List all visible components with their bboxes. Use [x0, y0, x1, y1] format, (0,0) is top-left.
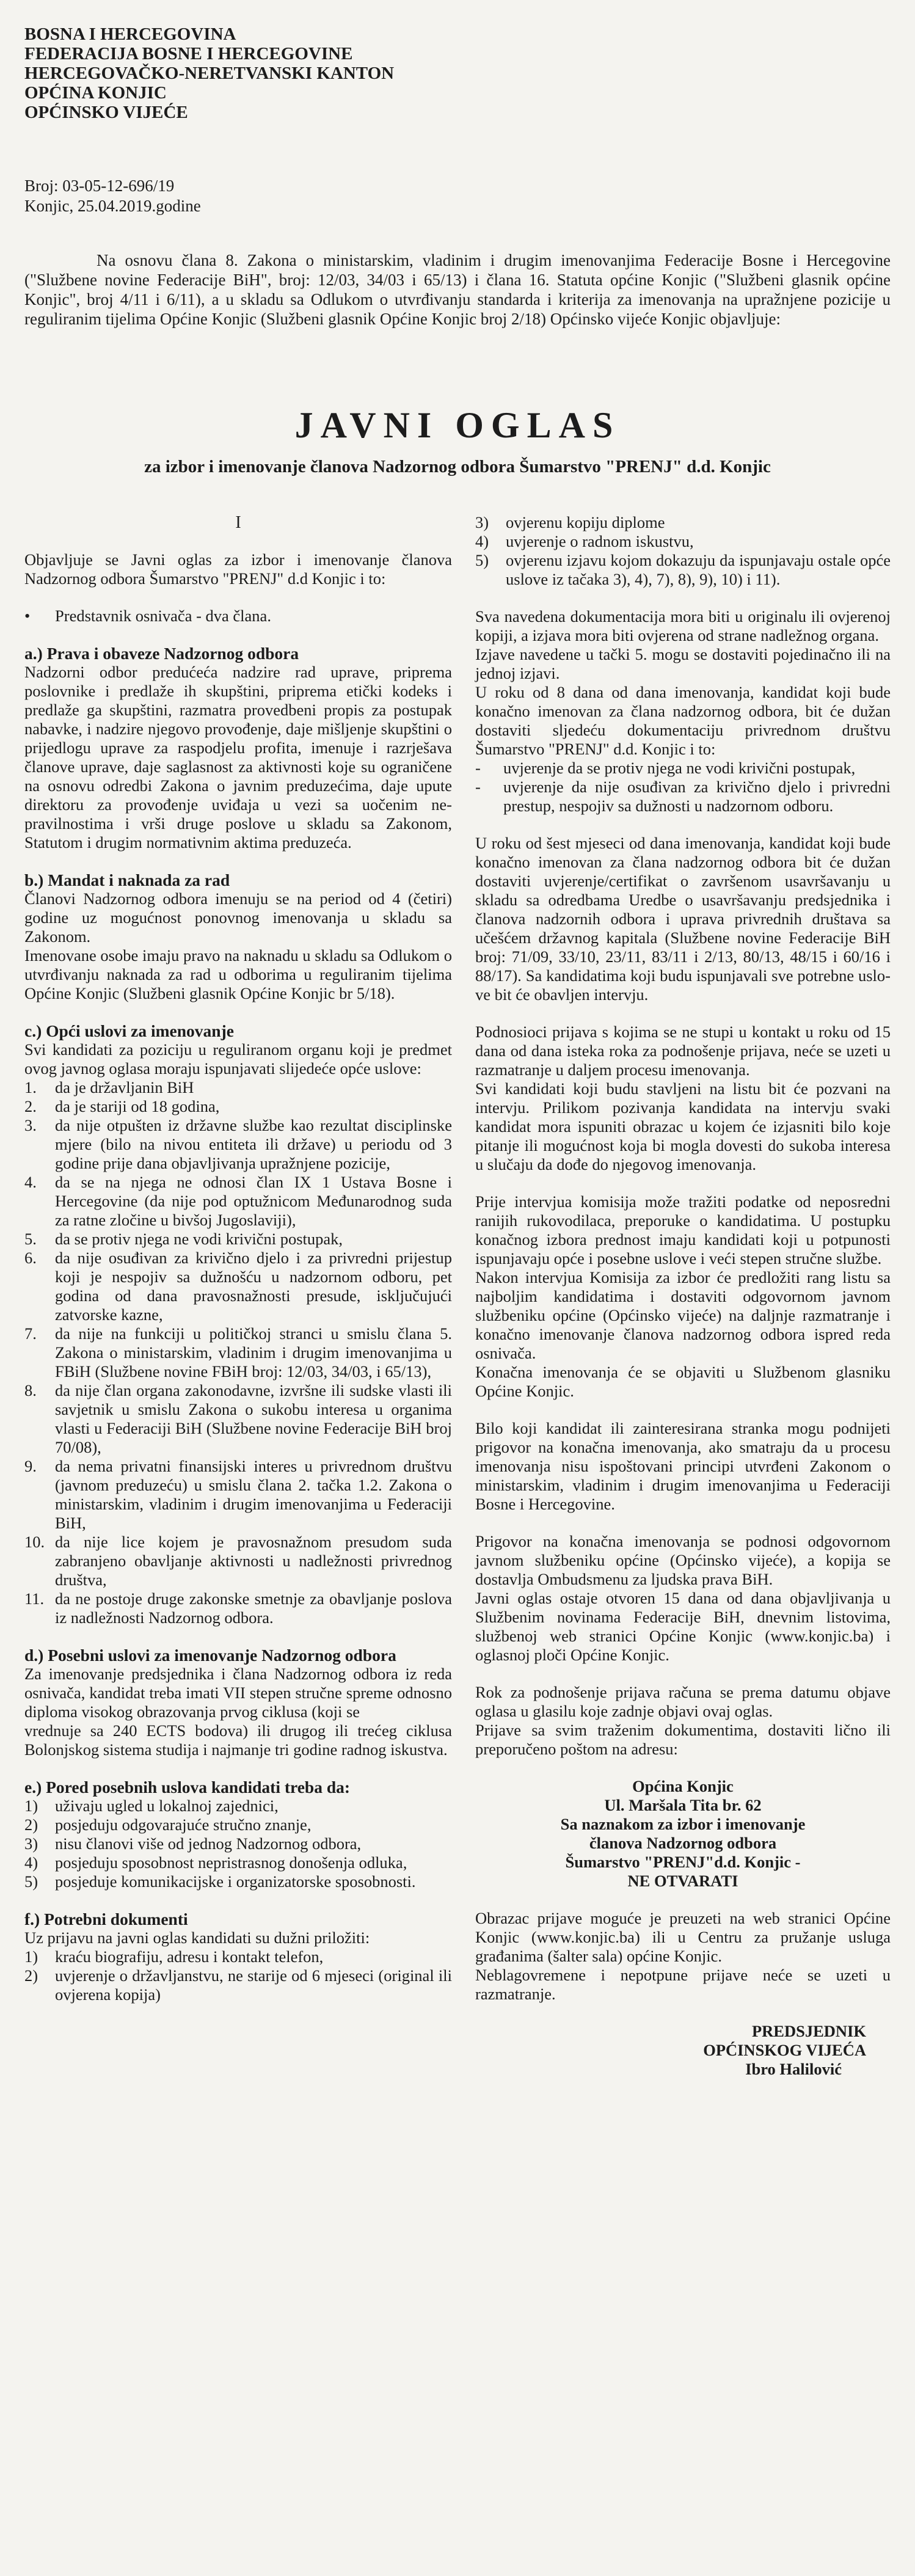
paragraph: vrednuje sa 240 ECTS bodova) ili drugog ili trećeg ciklusa Bolonjskog sistema studija i najmanje tri godine radnog iskustva.: [24, 1721, 452, 1759]
reference-date: Konjic, 25.04.2019.godine: [24, 197, 201, 215]
paragraph: Članovi Nadzornog odbora imenuju se na period od 4 (četiri) godine uz mogućnost ponovnog imenovanja u skladu sa Zakonom.: [24, 889, 452, 946]
list-item: 6. da nije osuđivan za krivično djelo i za privredni prijestup koji je nespojiv sa dužnošću u nadzornom odboru, pet godina od dana pravosnažnosti presude, isključujući zatvorske kazne,: [24, 1249, 452, 1324]
left-column: [24, 513, 452, 2004]
bullet-item: • Predstavnik osnivača - dva člana.: [24, 607, 271, 625]
paragraph: Objavljuje se Javni oglas za izbor i imenovanje članova Nadzornog odbora Šumarstvo "PRENJ" d.d Konjic i to:: [24, 550, 452, 588]
list-item: 11. da ne postoje druge zakonske smetnje za obavljanje poslova iz nadležnosti Nadzornog odbora.: [24, 1589, 452, 1627]
dash-list: [475, 759, 891, 815]
paragraph: Prigovor na konačna imenovanja se podnosi odgovornom javnom službeniku općine (Općinsko vijeće), a kopija se dostavlja Ombudsmenu za ljudska prava BiH.: [475, 1532, 891, 1588]
notice-page: [24, 24, 891, 2553]
bullet-icon: •: [24, 607, 31, 625]
list-item: 7. da nije na funkciji u političkoj stranci u smislu člana 5. Zakona o ministarskim, vladinim i drugim imenovanjima u FBiH (Službene novine FBiH broj: 12/03, 34/03, i 65/13),: [24, 1324, 452, 1381]
reference-block: [24, 176, 201, 216]
paragraph: Nadzorni odbor predućeća nadzire rad uprave, priprema poslovnike i predlaže ih skupštini, priprema etički kodeks i predlaže ga skupštini, razmatra provedbeni propis za postupak nabavke, i nadzire njegovo provođenje, daje mišljenje skupštini o prijedlogu uprave za raspodjelu profita, imenuje i razrješava članove uprave, daje saglasnost za aktivnosti koje su ograničene na osnovu odredbi Zakona o javnim preduzećima, daje upute direktoru za provođenje uviđaja u vezi sa uočenim nepravilnostima i vrši druge poslove u skladu sa Zakonom, Statutom i drugim normativnim aktima preduzeća.: [24, 663, 452, 852]
paragraph: Neblagovremene i nepotpune prijave neće se uzeti u razmatranje.: [475, 1966, 891, 2003]
intro-paragraph: Na osnovu člana 8. Zakona o ministarskim, vladinim i drugim imenovanjima Federacije Bosne i Hercegovine ("Službene novine Federacije BiH", broj: 12/03, 34/03 i 65/13) i člana 16. Statuta općine Konjic ("Službeni glasnik općine Konjic", broj 4/11 i 6/11), a u skladu sa Odlukom o utvrđivanju standarda i kriterija za imenovanja na upražnjene pozicije u reguliranim tijelima Općine Konjic (Službeni glasnik Općine Konjic broj 2/18) Općinsko vijeće Konjic objavljuje:: [24, 251, 891, 328]
signature-title: OPĆINSKOG VIJEĆA: [703, 2041, 866, 2059]
address-line: Sa naznakom za izbor i imenovanje: [560, 1815, 806, 1833]
paragraph: Konačna imenovanja će se objaviti u Službenom glasniku Općine Konjic.: [475, 1363, 891, 1400]
address-line: članova Nadzornog odbora: [589, 1834, 777, 1852]
list-item: 4. da se na njega ne odnosi član IX 1 Ustava Bosne i Hercegovine (da nije pod optužnicom Međunarodnog suda za ratne zločine u bivšoj Jugoslaviji),: [24, 1173, 452, 1229]
paragraph: U roku od šest mjeseci od dana imenovanja, kandidat koji bude konačno imenovan za člana nadzornog odbora bit će dužan dostaviti uvjerenje/certifikat o završenom usavršavanju u skladu sa odredbama Uredbe o usavršavanju predsjednika i članova nadzornih odbora i uprava privrednih društava sa učešćem državnog kapitala (Službene novine Federacije BiH broj: 71/09, 33/10, 23/11, 83/11 i 2/13, 80/13, 48/15 i 60/16 i 88/17). Sa kandidatima koji budu ispunjavali sve potrebne uslove bit će obavljen intervju.: [475, 834, 891, 1004]
paragraph: Obrazac prijave moguće je preuzeti na web stranici Općine Konjic (www.konjic.ba) ili u Centru za pružanje usluga građanima (šalter sala) općine Konjic.: [475, 1909, 891, 1965]
reference-number: Broj: 03-05-12-696/19: [24, 177, 175, 195]
paragraph: Izjave navedene u tački 5. mogu se dostaviti pojedinačno ili na jednoj izjavi.: [475, 645, 891, 682]
paragraph: Bilo koji kandidat ili zainteresirana stranka mogu podnijeti prigovor na konačna imenovanja, ako smatraju da u procesu imenovanja nisu ispoštovani principi utvrđeni Zakonom o ministarskim, vladinim i drugim imenovanjima u Federaciji Bosne i Hercegovine.: [475, 1419, 891, 1513]
list-item: 2. da je stariji od 18 godina,: [24, 1097, 220, 1115]
letterhead-line: BOSNA I HERCEGOVINA: [24, 24, 236, 44]
list-item: 1) kraću biografiju, adresu i kontakt telefon,: [24, 1947, 324, 1966]
signature-block: [475, 2022, 891, 2079]
list-item: 4) posjeduju sposobnost nepristrasnog donošenja odluka,: [24, 1853, 407, 1872]
section-heading-e: e.) Pored posebnih uslova kandidati treba da:: [24, 1778, 351, 1797]
notice-title: JAVNI OGLAS: [294, 405, 621, 445]
list-item: 3) nisu članovi više od jednog Nadzornog odbora,: [24, 1834, 362, 1853]
documents-list-continued: [475, 513, 891, 589]
right-column: [475, 513, 891, 2079]
address-line: Šumarstvo "PRENJ"d.d. Konjic -: [565, 1853, 801, 1871]
list-item: 9. da nema privatni finansijski interes u privrednom društvu (javnom preduzeću) u smislu člana 2. tačka 1.2. Zakona o ministarskim, vladinim i drugim imenovanjima u Federaciji BiH,: [24, 1457, 452, 1532]
paragraph: Rok za podnošenje prijava računa se prema datumu objave oglasa u glasilu koje zadnje objavi ovaj oglas.: [475, 1683, 891, 1720]
paragraph: Prijave sa svim traženim dokumentima, dostaviti lično ili preporučeno poštom na adresu:: [475, 1721, 891, 1758]
letterhead-line: FEDERACIJA BOSNE I HERCEGOVINE: [24, 44, 353, 64]
list-item: 1. da je državljanin BiH: [24, 1078, 194, 1096]
section-numeral: I: [235, 513, 241, 532]
paragraph: U roku od 8 dana od dana imenovanja, kandidat koji bude konačno imenovan za člana nadzornog odbora, bit će dužan dostaviti sljedeću dokumentaciju privrednom društvu Šumarstvo "PRENJ" d.d. Konjic i to:: [475, 683, 891, 758]
mailing-address: [475, 1777, 891, 1891]
list-item: 3) ovjerenu kopiju diplome: [475, 513, 665, 531]
section-heading-b: b.) Mandat i naknada za rad: [24, 870, 230, 889]
letterhead-line: OPĆINA KONJIC: [24, 83, 167, 103]
paragraph: Uz prijavu na javni oglas kandidati su dužni priložiti:: [24, 1928, 370, 1947]
paragraph: Svi kandidati koji budu stavljeni na listu bit će pozvani na intervju. Prilikom pozivanja kandidata na intervju svaki kandidat mora ispuniti obrazac u kojem će izjasniti bilo koje pitanje ili mogućnost koja bi mogla dovesti do sukoba interesa u slučaju da dođe do njegovog imenovanja.: [475, 1079, 891, 1173]
letterhead-line: HERCEGOVAČKO-NERETVANSKI KANTON: [24, 64, 395, 83]
section-heading-a: a.) Prava i obaveze Nadzornog odbora: [24, 644, 299, 663]
list-item: 5) posjeduje komunikacijske i organizatorske sposobnosti.: [24, 1872, 416, 1891]
notice-subtitle: za izbor i imenovanje članova Nadzornog odbora Šumarstvo "PRENJ" d.d. Konjic: [144, 457, 771, 476]
paragraph: Imenovane osobe imaju pravo na naknadu u skladu sa Odlukom o utvrđivanju naknada za rad u odborima u reguliranim tijelima Općine Konjic (Službeni glasnik Općine Konjic br 5/18).: [24, 946, 452, 1002]
list-item: 3. da nije otpušten iz državne službe kao rezultat disciplinske mjere (bilo na nivou entiteta ili države) u periodu od 3 godine prije dana objavljivanja upražnjene pozicije,: [24, 1116, 452, 1172]
general-conditions-list: [24, 1078, 452, 1627]
list-item: 1) uživaju ugled u lokalnoj zajednici,: [24, 1797, 279, 1815]
list-item: 5. da se protiv njega ne vodi krivični postupak,: [24, 1230, 343, 1248]
list-item: - uvjerenje da se protiv njega ne vodi krivični postupak,: [475, 759, 856, 777]
list-item: 8. da nije član organa zakonodavne, izvršne ili sudske vlasti ili savjetnik u smislu Zakona o sukobu interesa u organima vlasti u Federaciji BiH (Službene novine Federacije BiH broj 70/08),: [24, 1381, 452, 1456]
paragraph: Za imenovanje predsjednika i člana Nadzornog odbora iz reda osnivača, kandidat treba imati VII stepen stručne spreme odnosno diploma visokog obrazovanja prvog ciklusa (koji se: [24, 1665, 452, 1721]
list-item: 5) ovjerenu izjavu kojom dokazuju da ispunjavaju ostale opće uslove iz tačaka 3), 4), 7), 8), 9), 10) i 11).: [475, 551, 891, 588]
address-line: Ul. Maršala Tita br. 62: [604, 1796, 762, 1814]
signatory-name: Ibro Halilović: [745, 2060, 842, 2078]
address-line: NE OTVARATI: [627, 1872, 738, 1890]
section-heading-c: c.) Opći uslovi za imenovanje: [24, 1021, 234, 1040]
section-heading-d: d.) Posebni uslovi za imenovanje Nadzornog odbora: [24, 1646, 396, 1665]
paragraph: Javni oglas ostaje otvoren 15 dana od dana objavljivanja u Službenim novinama Federacije BiH, dnevnim listovima, službenoj web stranici Općine Konjic (www.konjic.ba) i oglasnoj ploči Općine Konjic.: [475, 1589, 891, 1664]
paragraph: Sva navedena dokumentacija mora biti u originalu ili ovjerenoj kopiji, a izjava mora biti ovjerena od strane nadležnog organa.: [475, 607, 891, 644]
address-line: Općina Konjic: [632, 1777, 734, 1795]
letterhead: [24, 24, 394, 122]
list-item: 2) uvjerenje o državljanstvu, ne starije od 6 mjeseci (original ili ovjerena kopija): [24, 1966, 452, 2004]
list-item: 4) uvjerenje o radnom iskustvu,: [475, 532, 694, 550]
paragraph: Svi kandidati za poziciju u reguliranom organu koji je predmet ovog javnog oglasa moraju ispunjavati slijedeće opće uslove:: [24, 1040, 452, 1078]
additional-conditions-list: [24, 1797, 452, 1891]
section-heading-f: f.) Potrebni dokumenti: [24, 1910, 188, 1928]
list-item: - uvjerenje da nije osuđivan za krivično djelo i privredni prestup, nespojiv sa dužnosti u nadzornom odboru.: [475, 778, 891, 815]
paragraph: Prije intervjua komisija može tražiti podatke od neposredni ranijih rukovodilaca, preporuke o kandidatima. U postupku konačnog izbora prednost imaju kandidati koji u potpunosti ispunjavaju opće i posebne uslove i veći stepen stručne službe.: [475, 1192, 891, 1268]
documents-list: [24, 1947, 452, 2004]
paragraph: Nakon intervjua Komisija za izbor će predložiti rang listu sa najboljim kandidatima i dostaviti odgovornom javnom službeniku općine (Općinsko vijeće) na daljnje razmatranje i konačno imenovanje članova nadzornog odbora ispred reda osnivača.: [475, 1268, 891, 1362]
list-item: 2) posjeduju odgovarajuće stručno znanje,: [24, 1815, 312, 1834]
list-item: 10. da nije lice kojem je pravosnažnom presudom suda zabranjeno obavljanje aktivnosti u nadležnosti privrednog društva,: [24, 1533, 452, 1589]
letterhead-line: OPĆINSKO VIJEĆE: [24, 103, 188, 122]
paragraph: Podnosioci prijava s kojima se ne stupi u kontakt u roku od 15 dana od dana isteka roka za podnošenje prijava, neće se uzeti u razmatranje u daljem procesu imenovanja.: [475, 1023, 891, 1079]
signature-title: PREDSJEDNIK: [751, 2022, 866, 2040]
